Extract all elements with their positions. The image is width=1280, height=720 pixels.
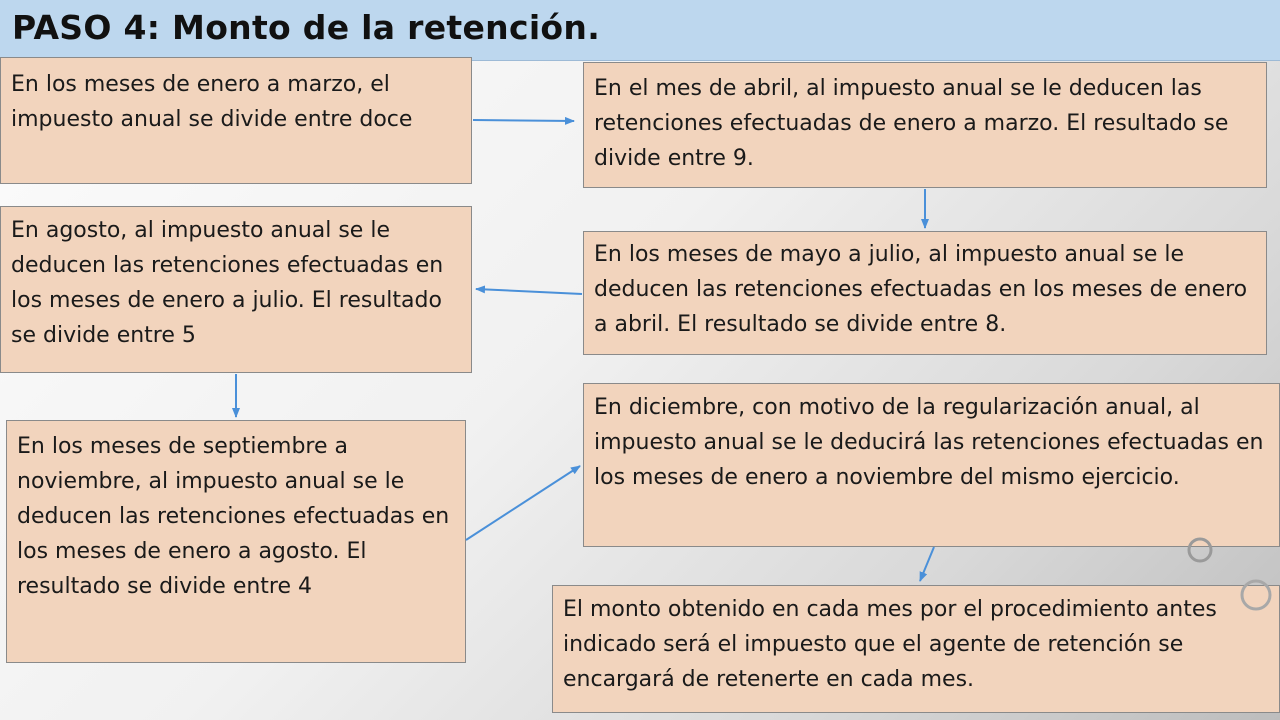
step-box-resultado: El monto obtenido en cada mes por el procedimiento antes indicado será el impuesto que el agente de retención se encargará de retenerte en cada mes. — [552, 585, 1280, 713]
step-box-agosto: En agosto, al impuesto anual se le deducen las retenciones efectuadas en los meses de enero a julio. El resultado se divide entre 5 — [0, 206, 472, 373]
arrow-septiembre-noviembre-to-diciembre — [466, 466, 580, 540]
step-box-septiembre-noviembre: En los meses de septiembre a noviembre, al impuesto anual se le deducen las retenciones efectuadas en los meses de enero a agosto. El resultado se divide entre 4 — [6, 420, 466, 663]
step-box-diciembre: En diciembre, con motivo de la regularización anual, al impuesto anual se le deducirá las retenciones efectuadas en los meses de enero a noviembre del mismo ejercicio. — [583, 383, 1280, 547]
step-box-enero-marzo: En los meses de enero a marzo, el impuesto anual se divide entre doce — [0, 57, 472, 184]
arrow-mayo-julio-to-agosto — [476, 289, 582, 294]
step-box-mayo-julio: En los meses de mayo a julio, al impuesto anual se le deducen las retenciones efectuadas en los meses de enero a abril. El resultado se divide entre 8. — [583, 231, 1267, 355]
slide-title: PASO 4: Monto de la retención. — [12, 8, 601, 47]
step-box-abril: En el mes de abril, al impuesto anual se le deducen las retenciones efectuadas de enero a marzo. El resultado se divide entre 9. — [583, 62, 1267, 188]
arrow-diciembre-to-resultado — [920, 547, 934, 581]
title-bar — [0, 0, 1280, 61]
arrow-enero-marzo-to-abril — [473, 120, 574, 121]
